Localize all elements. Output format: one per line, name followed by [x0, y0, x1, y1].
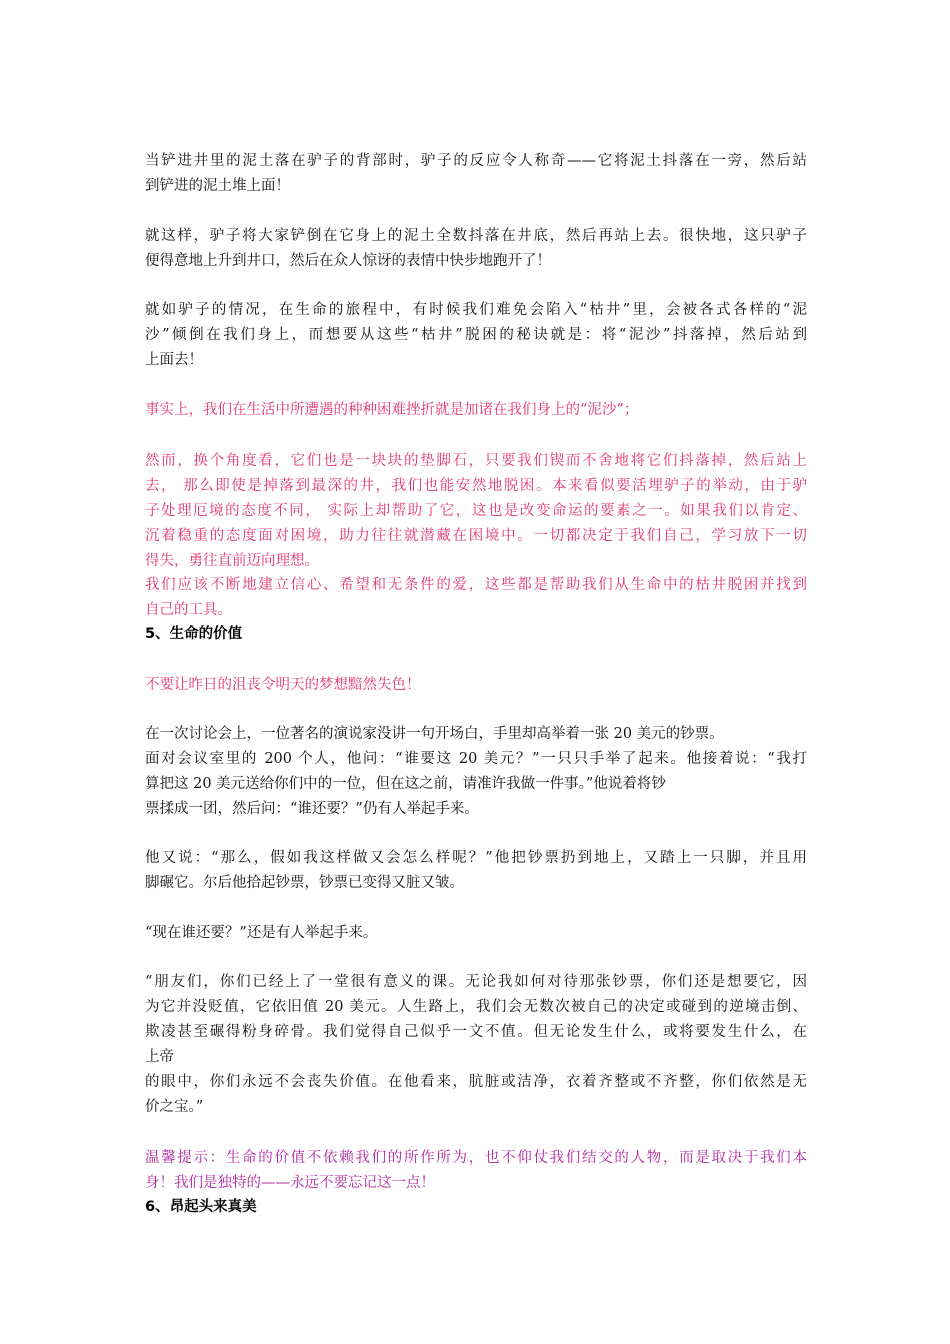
highlight-text-line: 得失，勇往直前迈向理想。: [145, 553, 319, 569]
body-text-line: 价之宝。”: [145, 1099, 204, 1115]
body-text-line: 到铲进的泥土堆上面！: [145, 178, 290, 194]
body-text-line: 为它并没贬值，它依旧值 20 美元。人生路上，我们会无数次被自己的决定或碰到的逆境击倒、: [145, 999, 807, 1015]
highlight-text-line: 我们应该不断地建立信心、希望和无条件的爱，这些都是帮助我们从生命中的枯井脱困并找到: [145, 577, 807, 593]
body-text-line: 脚碾它。尔后他拾起钞票，钞票已变得又脏又皱。: [145, 875, 464, 891]
body-text-line: 沙”倾倒在我们身上，而想要从这些“枯井”脱困的秘诀就是：将“泥沙”抖落掉，然后站到: [145, 327, 807, 343]
body-text-line: 当铲进井里的泥土落在驴子的背部时，驴子的反应令人称奇——它将泥土抖落在一旁，然后站: [145, 153, 807, 169]
body-text-line: 他又说：“那么，假如我这样做又会怎么样呢？”他把钞票扔到地上，又踏上一只脚，并且用: [145, 850, 807, 866]
body-text-line: 上面去！: [145, 352, 203, 368]
section-heading: 5、生命的价值: [145, 626, 243, 642]
body-text-line: 欺凌甚至碾得粉身碎骨。我们觉得自己似乎一文不值。但无论发生什么，或将要发生什么，在: [145, 1024, 807, 1040]
body-text-line: 就这样，驴子将大家铲倒在它身上的泥土全数抖落在井底，然后再站上去。很快地，这只驴子: [145, 228, 807, 244]
tip-text-line: 身！我们是独特的——永远不要忘记这一点！: [145, 1175, 435, 1191]
highlight-text-line: 子处理厄境的态度不同， 实际上却帮助了它，这也是改变命运的要素之一。如果我们以肯定、: [145, 503, 807, 519]
body-text-line: 便得意地上升到井口，然后在众人惊讶的表情中快步地跑开了！: [145, 253, 551, 269]
body-text-line: 算把这 20 美元送给你们中的一位，但在这之前，请准许我做一件事。”他说着将钞: [145, 776, 666, 792]
highlight-text-line: 然而，换个角度看，它们也是一块块的垫脚石，只要我们锲而不舍地将它们抖落掉，然后站上: [145, 453, 807, 469]
body-text-line: 在一次讨论会上，一位著名的演说家没讲一句开场白，手里却高举着一张 20 美元的钞票。: [145, 726, 724, 742]
body-text-line: 上帝: [145, 1049, 174, 1065]
highlight-text-line: 不要让昨日的沮丧令明天的梦想黯然失色！: [145, 677, 421, 693]
highlight-text-line: 自己的工具。: [145, 602, 232, 618]
body-text-line: “现在谁还要？”还是有人举起手来。: [145, 925, 378, 941]
body-text-line: 的眼中，你们永远不会丧失价值。在他看来，肮脏或洁净，衣着齐整或不齐整，你们依然是无: [145, 1074, 807, 1090]
body-text-line: 就如驴子的情况，在生命的旅程中，有时候我们难免会陷入“枯井”里，会被各式各样的“泥: [145, 302, 807, 318]
body-text-line: 票揉成一团，然后问：“谁还要？”仍有人举起手来。: [145, 801, 479, 817]
highlight-text-line: 去， 那么即使是掉落到最深的井，我们也能安然地脱困。本来看似要活埋驴子的举动，由于驴: [145, 478, 807, 494]
body-text-line: “朋友们，你们已经上了一堂很有意义的课。无论我如何对待那张钞票，你们还是想要它，因: [145, 974, 807, 990]
tip-text-line: 温馨提示：生命的价值不依赖我们的所作所为，也不仰仗我们结交的人物，而是取决于我们本: [145, 1150, 807, 1166]
highlight-text-line: 沉着稳重的态度面对困境，助力往往就潜藏在困境中。一切都决定于我们自己，学习放下一切: [145, 528, 807, 544]
body-text-line: 面对会议室里的 200 个人，他问：“谁要这 20 美元？”一只只手举了起来。他接着说：“我打: [145, 751, 807, 767]
section-heading: 6、昂起头来真美: [145, 1199, 257, 1215]
highlight-text-line: 事实上，我们在生活中所遭遇的种种困难挫折就是加诸在我们身上的“泥沙”；: [145, 402, 639, 418]
